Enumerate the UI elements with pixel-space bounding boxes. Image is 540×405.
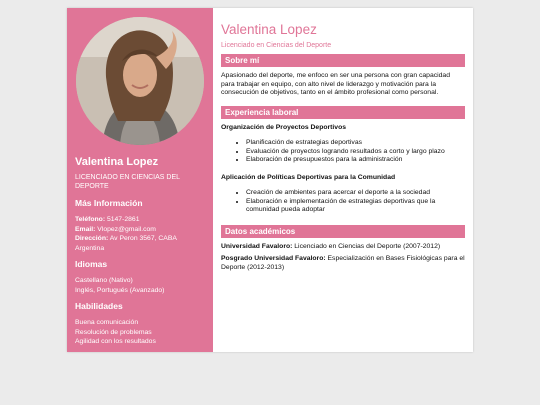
- job-items: [221, 139, 465, 164]
- list-item: • Planificación de estrategias deportivas: [246, 139, 465, 147]
- language-item: Castellano (Nativo): [75, 277, 133, 284]
- job-title: Aplicación de Políticas Deportivas para la Comunidad: [221, 174, 396, 182]
- list-item: • Evaluación de proyectos logrando resultados a corto y largo plazo: [246, 148, 465, 156]
- job-items: [221, 189, 465, 214]
- main-content: [213, 8, 473, 352]
- skill-item: Resolución de problemas: [75, 328, 152, 336]
- education-text: Especialización en Bases Fisiológicas para el Deporte (2012-2013): [221, 255, 465, 271]
- education-label: Posgrado Universidad Favaloro:: [221, 255, 326, 263]
- address-line: [75, 234, 207, 253]
- list-item: • Creación de ambientes para acercar el deporte a la sociedad: [246, 189, 465, 197]
- address-label: Dirección:: [75, 235, 109, 242]
- more-info-heading: Más Información: [75, 198, 143, 208]
- language-item: Inglés, Portugués (Avanzado): [75, 286, 165, 294]
- phone-value: 5147-2861: [106, 216, 140, 223]
- experience-heading: Experiencia laboral: [221, 106, 465, 119]
- sidebar-role: LICENCIADO EN CIENCIAS DEL DEPORTE: [75, 174, 180, 190]
- email-label: Email:: [75, 225, 96, 233]
- profile-photo: [76, 17, 204, 145]
- page-title: Valentina Lopez: [221, 22, 317, 37]
- page-subtitle: Licenciado en Ciencias del Deporte: [221, 42, 332, 49]
- about-heading: Sobre mí: [221, 54, 465, 67]
- education-item: [221, 243, 465, 252]
- skill-item: Agilidad con los resultados: [75, 338, 156, 345]
- resume-page: [67, 8, 473, 352]
- skills-heading: Habilidades: [75, 301, 123, 311]
- list-item: • Elaboración de presupuestos para la administración: [246, 156, 465, 164]
- languages-heading: Idiomas: [75, 259, 108, 269]
- email-line: [75, 225, 207, 235]
- sidebar-name: Valentina Lopez: [75, 156, 159, 168]
- job-title: Organización de Proyectos Deportivos: [221, 124, 347, 132]
- education-item: [221, 255, 465, 272]
- education-heading: Datos académicos: [221, 225, 465, 238]
- address-value: Av Peron 3567, CABA Argentina: [75, 235, 177, 252]
- skill-item: Buena comunicación: [75, 319, 139, 326]
- list-item: • Elaboración e implementación de estrategias deportivas que la comunidad pueda adoptar: [246, 198, 465, 215]
- sidebar: [67, 8, 213, 352]
- education-label: Universidad Favaloro:: [221, 242, 293, 250]
- phone-label: Teléfono:: [75, 216, 106, 223]
- phone-line: [75, 215, 207, 225]
- education-text: Licenciado en Ciencias del Deporte (2007-2012): [294, 242, 441, 250]
- email-value[interactable]: Vlopez@gmail.com: [97, 225, 156, 233]
- sidebar-content: [75, 156, 207, 347]
- about-text: Apasionado del deporte, me enfoco en ser una persona con gran capacidad para trabajar en equipo, con alto nivel de liderazgo y motivación para la consecución de objetivos, tanto en el ámbito profesional como personal.: [221, 72, 450, 97]
